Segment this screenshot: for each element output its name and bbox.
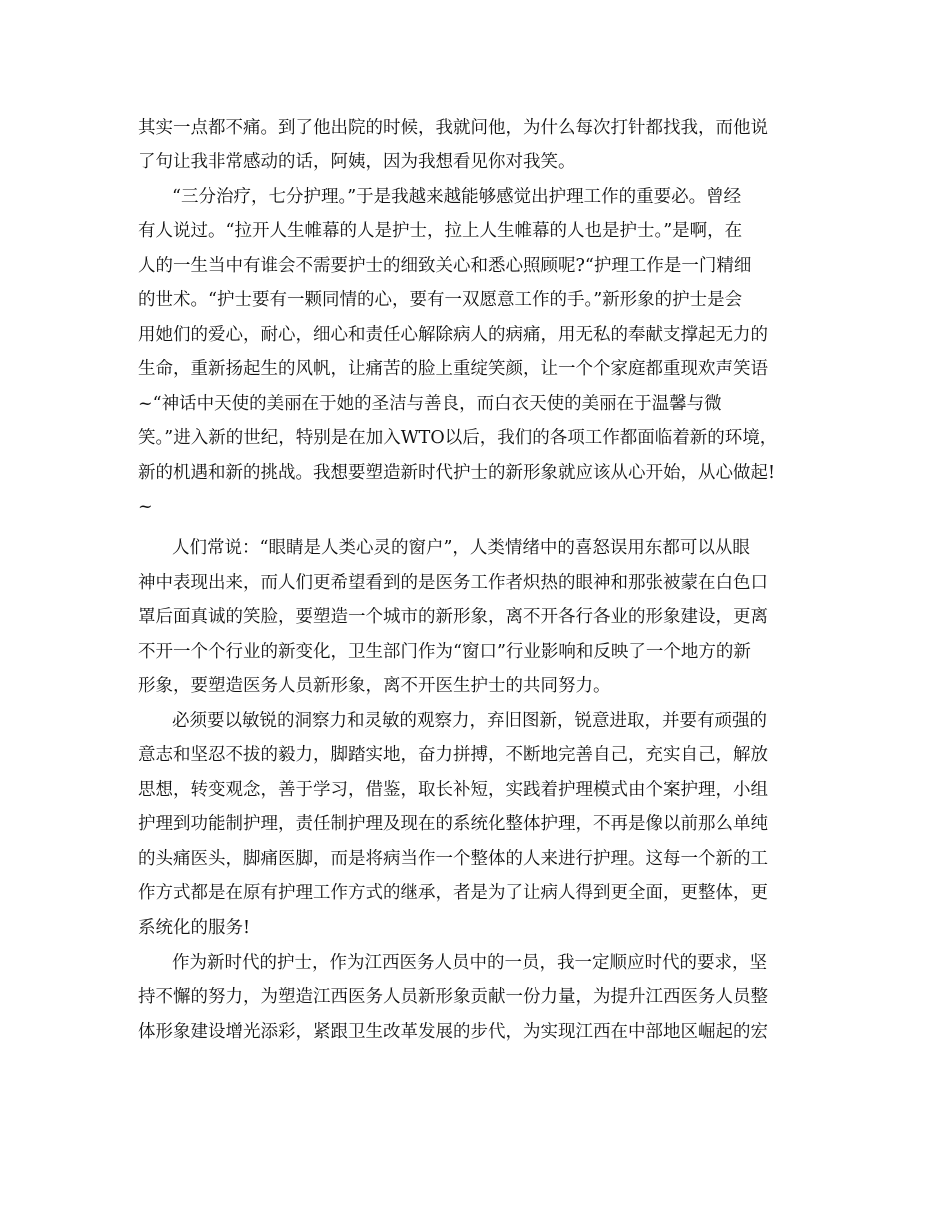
text-line: 人们常说：“眼睛是人类心灵的窗户”，人类情绪中的喜怒误用东都可以从眼 <box>172 538 750 558</box>
text-line: 笑。”进入新的世纪，特别是在加入WTO以后，我们的各项工作都面临着新的环境， <box>138 428 778 448</box>
text-line: 神中表现出来，而人们更希望看到的是医务工作者炽热的眼神和那张被蒙在白色口 <box>138 573 768 593</box>
text-line: 的头痛医头，脚痛医脚，而是将病当作一个整体的人来进行护理。这每一个新的工 <box>138 849 768 869</box>
text-line: 护理到功能制护理，责任制护理及现在的系统化整体护理，不再是像以前那么单纯 <box>138 814 768 834</box>
text-line: 其实一点都不痛。到了他出院的时候，我就问他，为什么每次打针都找我，而他说 <box>138 118 768 138</box>
text-line: 意志和坚忍不拔的毅力，脚踏实地，奋力拼搏，不断地完善自己，充实自己，解放 <box>138 745 768 765</box>
text-line: 的世术。“护士要有一颗同情的心，要有一双愿意工作的手。”新形象的护士是会 <box>138 290 743 310</box>
text-line: ~“神话中天使的美丽在于她的圣洁与善良，而白衣天使的美丽在于温馨与微 <box>138 394 722 414</box>
text-line: 罩后面真诚的笑脸，要塑造一个城市的新形象，离不开各行各业的形象建设，更离 <box>138 607 768 627</box>
text-line: 不开一个个行业的新变化，卫生部门作为“窗口”行业影响和反映了一个地方的新 <box>138 642 751 662</box>
text-line: 用她们的爱心，耐心，细心和责任心解除病人的病痛，用无私的奉献支撑起无力的 <box>138 325 768 345</box>
text-line: 了句让我非常感动的话，阿姨，因为我想看见你对我笑。 <box>138 152 576 172</box>
text-line: 作方式都是在原有护理工作方式的继承，者是为了让病人得到更全面，更整体，更 <box>138 883 768 903</box>
text-line: 思想，转变观念，善于学习，借鉴，取长补短，实践着护理模式由个案护理，小组 <box>138 780 768 800</box>
text-line: ~ <box>138 497 153 517</box>
text-line: 体形象建设增光添彩，紧跟卫生改革发展的步代，为实现江西在中部地区崛起的宏 <box>138 1022 768 1042</box>
text-line: 有人说过。“拉开人生帷幕的人是护士，拉上人生帷幕的人也是护士。”是啊，在 <box>138 221 743 241</box>
text-line: 持不懈的努力，为塑造江西医务人员新形象贡献一份力量，为提升江西医务人员整 <box>138 987 768 1007</box>
text-line: 生命，重新扬起生的风帆，让痛苦的脸上重绽笑颜，让一个个家庭都重现欢声笑语 <box>138 359 768 379</box>
text-line: “三分治疗，七分护理。”于是我越来越能够感觉出护理工作的重要必。曾经 <box>172 187 742 207</box>
text-line: 人的一生当中有谁会不需要护士的细致关心和悉心照顾呢?“护理工作是一门精细 <box>138 256 752 276</box>
text-line: 系统化的服务! <box>138 918 251 938</box>
text-line: 必须要以敏锐的洞察力和灵敏的观察力，弃旧图新，锐意进取，并要有顽强的 <box>172 711 767 731</box>
text-line: 形象，要塑造医务人员新形象，离不开医生护士的共同努力。 <box>138 676 611 696</box>
text-line: 新的机遇和新的挑战。我想要塑造新时代护士的新形象就应该从心开始，从心做起! <box>138 463 776 483</box>
text-line: 作为新时代的护士，作为江西医务人员中的一员，我一定顺应时代的要求，坚 <box>172 953 767 973</box>
